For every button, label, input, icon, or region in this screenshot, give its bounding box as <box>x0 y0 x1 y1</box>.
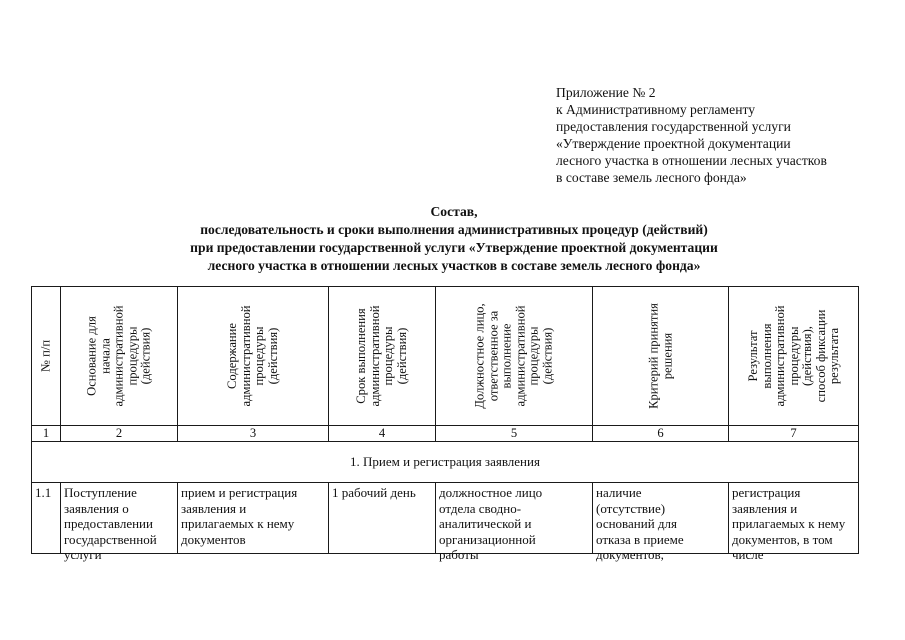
content-cell <box>178 483 329 554</box>
cell-text-line: выполнение <box>499 323 514 389</box>
cell-text <box>178 483 328 553</box>
cell-text-line: результата <box>826 327 841 385</box>
appendix-line: лесного участка в отношении лесных участков <box>556 153 827 168</box>
cell-text-line: Критерий принятия <box>646 303 660 409</box>
cell-text-line: регистрация <box>732 485 801 500</box>
cell-text-line: процедуры <box>526 326 541 386</box>
cell-text <box>593 483 728 562</box>
appendix-line: в составе земель лесного фонда» <box>556 170 747 185</box>
row-number-cell <box>32 483 61 554</box>
cell-text <box>647 292 674 420</box>
cell-text-line: Результат <box>745 330 760 382</box>
cell-text-line: отдела сводно- <box>439 500 522 516</box>
cell-text-line: работы <box>439 547 479 562</box>
header-cell-responsible <box>436 287 593 426</box>
appendix-line: Приложение № 2 <box>556 85 656 100</box>
cell-text-line: (действия), <box>799 326 814 386</box>
cell-text-line: прилагаемых к нему <box>181 516 295 531</box>
document-title <box>40 203 868 275</box>
table-header-row <box>32 287 859 426</box>
cell-text-line: организационной <box>439 531 536 547</box>
cell-text-line: способ фиксации <box>812 309 827 403</box>
header-cell-deadline <box>329 287 436 426</box>
title-line: последовательность и сроки выполнения административных процедур (действий) <box>200 222 708 237</box>
title-line: лесного участка в отношении лесных участков в составе земель лесного фонда» <box>207 258 701 273</box>
row-number: 1.1 <box>35 485 52 500</box>
cell-text-line: Основание для <box>84 316 99 396</box>
cell-text <box>746 292 841 420</box>
result-cell <box>729 483 859 562</box>
cell-text-line: заявления и <box>181 500 247 516</box>
cell-text-line: государственной <box>64 531 157 547</box>
section-title: 1. Прием и регистрация заявления <box>32 442 859 483</box>
cell-text-line: (действия) <box>394 327 409 385</box>
cell-text-line: процедуры <box>252 326 266 386</box>
column-number: 7 <box>729 426 859 442</box>
section-row <box>32 442 859 483</box>
cell-text-line: № п/п <box>38 339 53 373</box>
cell-text-line: ответственное за <box>486 310 500 402</box>
column-number-row <box>32 426 859 442</box>
cell-text-line: процедуры <box>381 326 395 386</box>
cell-text-line: документов <box>181 531 246 547</box>
cell-text <box>39 292 53 420</box>
cell-text-line: наличие <box>596 485 642 500</box>
header-cell-number <box>32 287 61 426</box>
appendix-line: «Утверждение проектной документации <box>556 136 791 151</box>
cell-text-line: документов, <box>596 547 664 562</box>
cell-text-line: прилагаемых к нему <box>732 516 846 531</box>
cell-text-line: оснований для <box>596 516 677 531</box>
cell-text <box>436 483 592 562</box>
cell-text-line: административной <box>772 305 787 407</box>
appendix-line: предоставления государственной услуги <box>556 119 791 134</box>
cell-text-line: (действия) <box>265 327 280 385</box>
cell-text <box>729 483 858 562</box>
cell-text <box>85 292 153 420</box>
cell-text-line: отказа в приеме <box>596 531 684 547</box>
cell-text-line: Содержание <box>225 323 239 389</box>
cell-text-line: предоставлении <box>64 516 153 531</box>
header-cell-criterion <box>593 287 729 426</box>
cell-text <box>355 292 409 420</box>
cell-text <box>32 483 60 553</box>
cell-text-line: услуги <box>64 547 102 562</box>
appendix-block <box>556 84 886 186</box>
cell-text-line: решения <box>659 332 674 380</box>
criterion-cell <box>593 483 729 562</box>
procedures-table <box>31 286 859 562</box>
cell-text <box>474 292 555 420</box>
column-number: 3 <box>178 426 329 442</box>
cell-text-line: процедуры <box>124 326 139 386</box>
cell-text <box>329 483 435 553</box>
cell-text-line: должностное лицо <box>439 485 543 500</box>
cell-text-line: числе <box>732 547 764 562</box>
cell-text-line: прием и регистрация <box>181 485 298 500</box>
cell-text-line: заявления и <box>732 500 798 516</box>
cell-text-line: заявления о <box>64 500 129 516</box>
responsible-cell <box>436 483 593 562</box>
column-number: 2 <box>61 426 178 442</box>
cell-text <box>226 292 280 420</box>
cell-text-line: Срок выполнения <box>354 308 368 404</box>
cell-text-line: выполнения <box>758 323 773 389</box>
cell-text-line: Поступление <box>64 485 137 500</box>
cell-text-line: (отсутствие) <box>596 500 666 516</box>
cell-text-line: 1 рабочий день <box>332 485 416 500</box>
column-number: 5 <box>436 426 593 442</box>
cell-text-line: административной <box>238 305 253 407</box>
header-cell-content <box>178 287 329 426</box>
cell-text-line: процедуры <box>785 326 800 386</box>
cell-text-line: (действия) <box>138 327 153 385</box>
cell-text-line: документов, в том <box>732 531 833 547</box>
cell-text <box>61 483 177 562</box>
deadline-cell <box>329 483 436 554</box>
basis-cell <box>61 483 178 562</box>
cell-text-line: Должностное лицо, <box>472 303 487 409</box>
cell-text-line: аналитической и <box>439 516 532 531</box>
cell-text-line: (действия) <box>540 327 554 385</box>
cell-text-line: административной <box>513 305 527 407</box>
title-line: при предоставлении государственной услуги «Утверждение проектной документации <box>190 240 718 255</box>
column-number: 4 <box>329 426 436 442</box>
cell-text-line: начала <box>97 338 112 374</box>
table-row <box>32 483 859 554</box>
appendix-line: к Административному регламенту <box>556 102 756 117</box>
header-cell-result <box>729 287 859 426</box>
column-number: 1 <box>32 426 61 442</box>
header-cell-basis <box>61 287 178 426</box>
title-line: Состав, <box>430 204 478 219</box>
column-number: 6 <box>593 426 729 442</box>
cell-text-line: административной <box>111 305 126 407</box>
cell-text-line: административной <box>367 305 382 407</box>
